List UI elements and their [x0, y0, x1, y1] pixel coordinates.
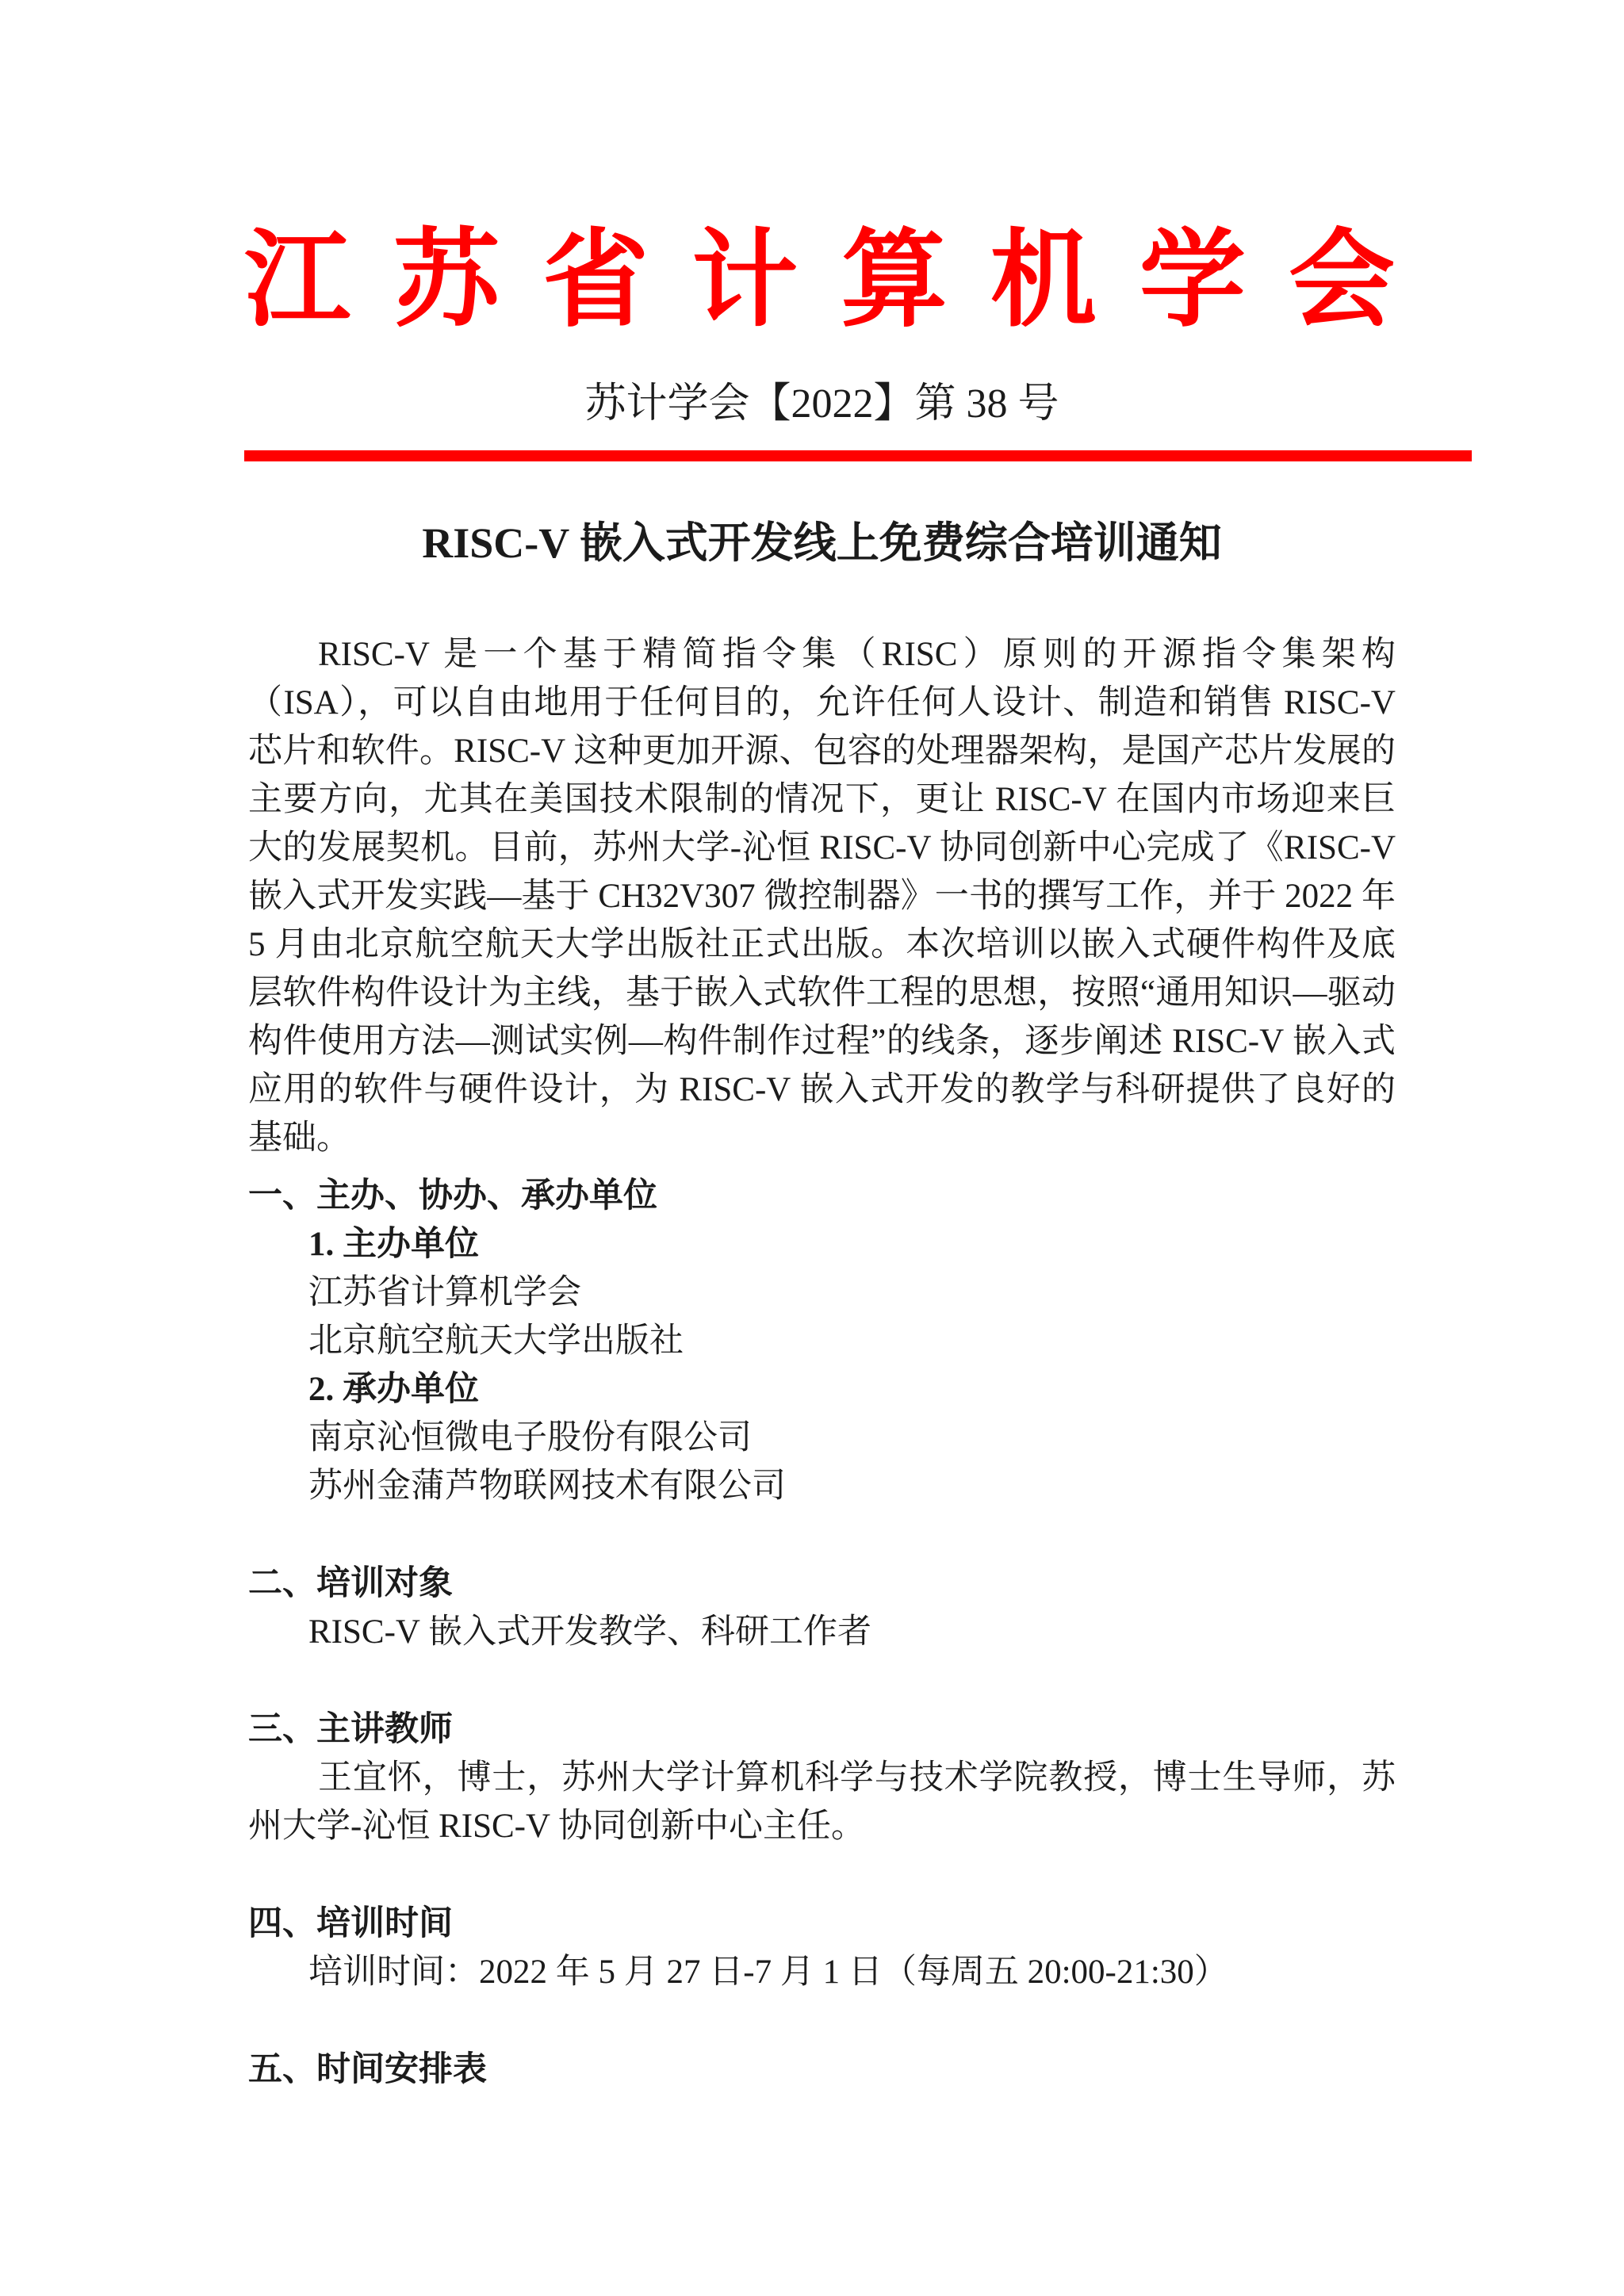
list-item-training-time: 培训时间：2022 年 5 月 27 日-7 月 1 日（每周五 20:00-21:30）	[308, 1954, 1228, 1991]
list-item-undertaker-org-2: 苏州金蒲芦物联网技术有限公司	[308, 1468, 786, 1505]
blank-line	[248, 1510, 1396, 1550]
intro-paragraph: RISC-V 是一个基于精简指令集（RISC）原则的开源指令集架构（ISA），可以自由地用于任何目的，允许任何人设计、制造和销售 RISC-V 芯片和软件。RISC-V 这种更加开源、包容的处理器架构，是国产芯片发展的主要方向，尤其在美国技术限制的情况下，更让 RISC-V 在国内市场迎来巨大的发展契机。目前，苏州大学-沁恒 RISC-V 协同创新中心完成了《RISC-V 嵌入式开发实践—基于 CH32V307 微控制器》一书的撰写工作，并于 2022 年 5 月由北京航空航天大学出版社正式出版。本次培训以嵌入式硬件构件及底层软件构件设计为主线，基于嵌入式软件工程的思想，按照“通用知识—驱动构件使用方法—测试实例—构件制作过程”的线条，逐步阐述 RISC-V 嵌入式应用的软件与硬件设计，为 RISC-V 嵌入式开发的教学与科研提供了良好的基础。	[248, 636, 1396, 1157]
red-divider-rule	[244, 450, 1472, 461]
notice-title: RISC-V 嵌入式开发线上免费综合培训通知	[422, 519, 1222, 567]
org-title-char: 省	[542, 222, 649, 339]
section-heading-lecturer: 三、主讲教师	[248, 1711, 453, 1748]
section-heading-timetable: 五、时间安排表	[248, 2051, 487, 2088]
org-title-char: 江	[244, 222, 351, 339]
blank-line	[248, 1996, 1396, 2036]
doc-body	[248, 630, 1396, 2094]
doc-number: 苏计学会【2022】第 38 号	[584, 381, 1059, 427]
org-masthead-title	[244, 224, 1395, 339]
blank-line	[248, 1656, 1396, 1696]
lecturer-paragraph: 王宜怀，博士，苏州大学计算机科学与技术学院教授，博士生导师，苏州大学-沁恒 RISC-V 协同创新中心主任。	[248, 1759, 1396, 1845]
section-heading-organizers: 一、主办、协办、承办单位	[248, 1177, 657, 1215]
org-title-char: 学	[1139, 222, 1246, 339]
org-title-char: 苏	[393, 222, 500, 339]
section-heading-schedule-time: 四、培训时间	[248, 1905, 453, 1942]
list-item-trainees: RISC-V 嵌入式开发教学、科研工作者	[308, 1613, 871, 1651]
list-item-undertaker-org-1: 南京沁恒微电子股份有限公司	[308, 1419, 752, 1456]
org-title-char: 机	[990, 222, 1097, 339]
org-title-char: 会	[1288, 222, 1395, 339]
list-item-host-org-1: 江苏省计算机学会	[308, 1274, 581, 1311]
list-item-host-label: 1. 主办单位	[308, 1226, 479, 1263]
section-heading-trainees: 二、培训对象	[248, 1565, 453, 1602]
org-title-char: 计	[691, 222, 799, 339]
list-item-host-org-2: 北京航空航天大学出版社	[308, 1322, 684, 1360]
list-item-undertaker-label: 2. 承办单位	[308, 1371, 479, 1408]
blank-line	[248, 1850, 1396, 1890]
org-title-char: 算	[841, 222, 948, 339]
